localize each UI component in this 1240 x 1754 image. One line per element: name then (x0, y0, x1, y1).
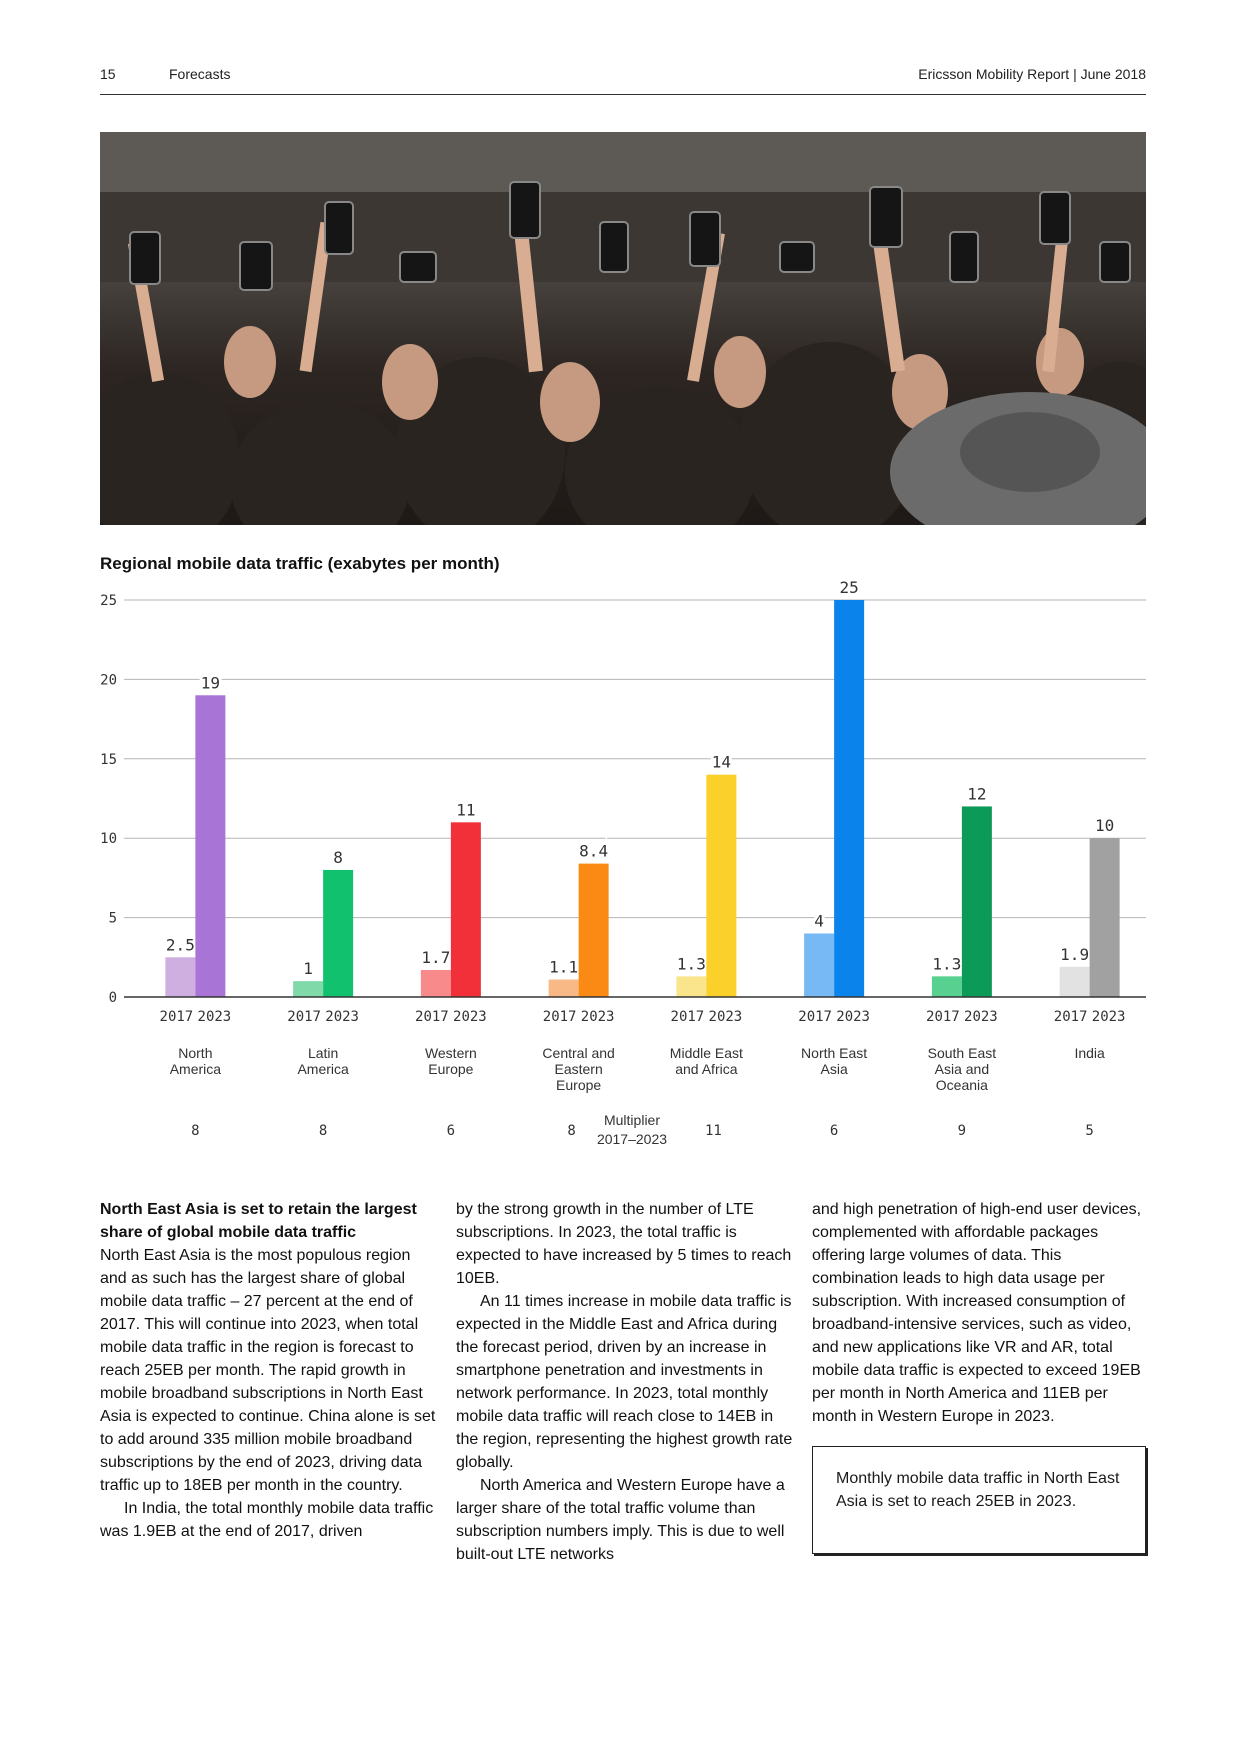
multiplier-label: Multiplier (603, 1112, 661, 1128)
data-label-2023: 10 (1094, 816, 1115, 836)
region-label: Europe (428, 1061, 474, 1077)
data-label-2023: 11 (456, 800, 476, 820)
bar-2023 (579, 864, 609, 997)
region-label: America (169, 1061, 222, 1077)
bar-2023 (834, 600, 864, 997)
bar-2017 (676, 976, 706, 997)
x-year-label: 2017 (287, 1009, 321, 1025)
x-year-label: 2023 (580, 1009, 615, 1025)
y-tick-label: 20 (100, 672, 117, 689)
bar-2017 (804, 933, 834, 997)
x-year-label: 2017 (415, 1009, 449, 1025)
multiplier-value: 8 (318, 1123, 328, 1139)
region-label: India (1074, 1045, 1105, 1061)
callout-box (812, 1446, 1146, 1554)
data-label-2023: 8.4 (579, 841, 609, 861)
multiplier-value: 5 (1085, 1123, 1094, 1139)
multiplier-value: 11 (704, 1123, 722, 1139)
paragraph: by the strong growth in the number of LTE subscriptions. In 2023, the total traffic is expected to have increased by 5 times to reach 10EB. (456, 1201, 792, 1287)
x-year-label: 2023 (453, 1009, 487, 1025)
y-tick-label: 5 (108, 910, 117, 927)
multiplier-value: 8 (567, 1123, 576, 1139)
bar-2017 (421, 970, 451, 997)
multiplier-value: 6 (829, 1123, 839, 1139)
callout-text: Monthly mobile data traffic in North East Asia is set to reach 25EB in 2023. (836, 1470, 1120, 1510)
x-year-label: 2023 (325, 1009, 359, 1025)
data-label-2017: 2.5 (165, 935, 195, 955)
bar-2017 (165, 957, 195, 997)
data-label-2023: 8 (333, 847, 343, 867)
bar-2017 (293, 981, 323, 997)
data-label-2017: 1.7 (421, 948, 451, 968)
region-label: Europe (556, 1077, 602, 1093)
region-label: Oceania (935, 1077, 988, 1093)
crowd-photo-illustration (100, 132, 1146, 525)
multiplier-value: 9 (957, 1123, 967, 1139)
y-tick-label: 0 (108, 990, 117, 1006)
x-year-label: 2017 (1053, 1009, 1088, 1025)
paragraph: North East Asia is the most populous region and as such has the largest share of global mobile data traffic – 27 percent at the end of 2017. This will continue into 2023, when total mobile data traffic in the region is forecast to reach 25EB per month. The rapid growth in mobile broadband subscriptions in North East Asia is expected to continue. China alone is set to add around 335 million mobile broadband subscriptions by the end of 2023, driving data traffic up to 18EB per month in the country. (100, 1247, 436, 1494)
multiplier-value: 8 (191, 1123, 200, 1139)
region-label: Eastern (554, 1061, 603, 1077)
data-label-2023: 19 (200, 673, 221, 693)
page-header (100, 58, 1146, 95)
multiplier-label: 2017–2023 (596, 1131, 668, 1147)
region-label: North East (801, 1045, 868, 1061)
region-label: Asia (820, 1061, 848, 1077)
x-year-label: 2017 (159, 1009, 194, 1025)
crowd-photo (100, 132, 1146, 525)
column-heading: North East Asia is set to retain the largest share of global mobile data traffic (100, 1201, 417, 1241)
data-label-2017: 1.9 (1060, 944, 1090, 964)
data-label-2017: 1.1 (549, 957, 579, 977)
region-label: Central and (542, 1045, 615, 1061)
page-number: 15 (100, 66, 116, 82)
y-tick-label: 25 (100, 593, 117, 609)
text-column-1 (100, 1198, 440, 1543)
region-label: Latin (307, 1045, 339, 1061)
data-label-2017: 1.3 (932, 954, 962, 974)
x-year-label: 2017 (798, 1009, 832, 1025)
data-label-2023: 12 (967, 784, 987, 804)
chart-title: Regional mobile data traffic (exabytes per month) (100, 554, 500, 573)
data-label-2023: 25 (839, 578, 859, 597)
region-label: North (178, 1045, 213, 1061)
bar-2023 (195, 695, 225, 997)
bar-2023 (323, 870, 353, 997)
region-label: and Africa (675, 1061, 738, 1077)
x-year-label: 2023 (708, 1009, 743, 1025)
x-year-label: 2023 (1091, 1009, 1126, 1025)
bar-2023 (1090, 838, 1120, 997)
region-label: South East (927, 1045, 997, 1061)
y-tick-label: 10 (100, 831, 117, 848)
paragraph: In India, the total monthly mobile data traffic was 1.9EB at the end of 2017, driven (100, 1500, 434, 1540)
paragraph: North America and Western Europe have a larger share of the total traffic volume than subscription numbers imply. This is due to well built-out LTE networks (456, 1477, 785, 1563)
multiplier-value: 6 (446, 1123, 456, 1139)
text-column-2 (456, 1198, 796, 1566)
x-year-label: 2023 (836, 1009, 870, 1025)
x-year-label: 2017 (926, 1009, 960, 1025)
bar-2023 (962, 806, 992, 997)
data-label-2017: 1.3 (676, 954, 706, 974)
region-label: America (297, 1061, 349, 1077)
region-label: Middle East (669, 1045, 743, 1061)
data-label-2017: 1 (303, 959, 313, 979)
paragraph: An 11 times increase in mobile data traffic is expected in the Middle East and Africa during the forecast period, driven by an increase in smartphone penetration and investments in network performance. In 2023, total monthly mobile data traffic will reach close to 14EB in the region, representing the highest growth rate globally. (456, 1293, 793, 1471)
x-year-label: 2017 (542, 1009, 577, 1025)
x-year-label: 2017 (670, 1009, 705, 1025)
bar-2023 (451, 822, 481, 997)
text-column-3 (812, 1198, 1152, 1428)
paragraph: and high penetration of high-end user devices, complemented with affordable packages offering large volumes of data. This combination leads to high data usage per subscription. With increased consumption of broadband-intensive services, such as video, and new applications like VR and AR, total mobile data traffic is expected to exceed 19EB per month in North America and 11EB per month in Western Europe in 2023. (812, 1201, 1142, 1425)
x-year-label: 2023 (964, 1009, 998, 1025)
section-title: Forecasts (169, 66, 231, 82)
bar-2017 (1060, 967, 1090, 997)
data-label-2017: 4 (814, 911, 824, 931)
data-label-2023: 14 (711, 752, 732, 772)
x-year-label: 2023 (197, 1009, 232, 1025)
y-tick-label: 15 (100, 751, 117, 768)
bar-2017 (932, 976, 962, 997)
bar-2023 (706, 775, 736, 997)
bar-2017 (549, 980, 579, 997)
report-title: Ericsson Mobility Report | June 2018 (918, 66, 1146, 82)
region-label: Asia and (934, 1061, 990, 1077)
region-label: Western (424, 1045, 477, 1061)
